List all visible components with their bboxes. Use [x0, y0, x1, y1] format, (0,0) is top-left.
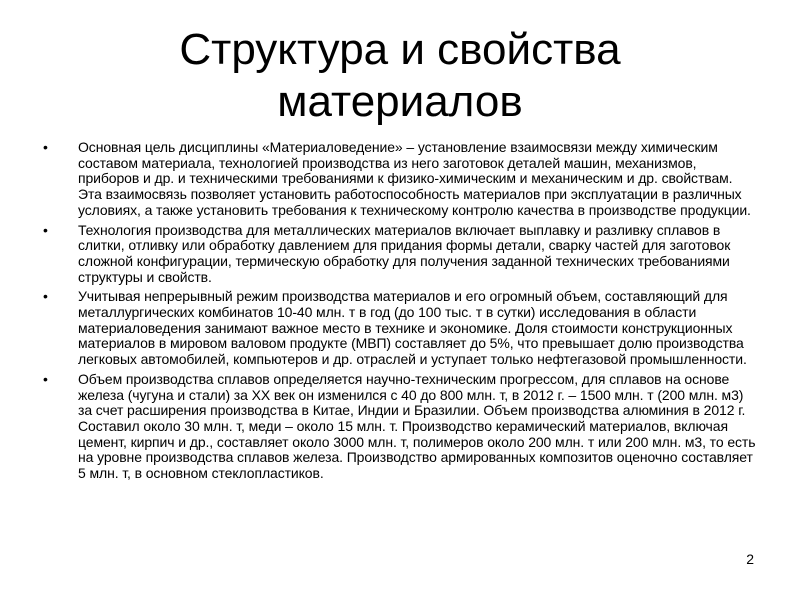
slide-title — [60, 24, 740, 128]
page-number: 2 — [746, 551, 754, 567]
bullet-marker-icon: • — [43, 370, 48, 387]
bullet-list — [40, 140, 760, 486]
bullet-item-4 — [40, 372, 760, 482]
bullet-text-2: Технология производства для металлических материалов включает выплавку и разливку сплавов в слитки, отливку или обработку давлением для придания формы детали, сварку частей для заготовок сложной конфигурации, термическую обработку для получения заданной технических требованиями структуры и свойств. — [78, 221, 731, 285]
slide-title-line-2: материалов — [277, 77, 523, 126]
bullet-item-3 — [40, 289, 760, 368]
bullet-marker-icon: • — [43, 139, 48, 155]
bullet-item-1 — [40, 140, 760, 219]
bullet-text-4: Объем производства сплавов определяется научно-техническим прогрессом, для сплавов на основе железа (чугуна и стали) за XX век он изменился с 40 до 800 млн. т, в 2012 г. – 1500 млн. т (200 млн. м3) за счет расширения производства в Китае, Индии и Бразилии. Объем производства алюминия в 2012 г. Составил около 30 млн. т, меди – около 15 млн. т. Производство керамический материалов, включая цемент, кирпич и др., составляет около 3000 млн. т, полимеров около 200 млн. т или 200 млн. м3, то есть на уровне производства сплавов железа. Производство армированных композитов оценочно составляет 5 млн. т, в основном стеклопластиков. — [78, 370, 756, 482]
bullet-text-3: Учитывая непрерывный режим производства материалов и его огромный объем, составляющий для металлургических комбинатов 10-40 млн. т в год (до 100 тыс. т в сутки) исследования в области материаловедения занимают важное место в технике и экономике. Доля стоимости конструкционных материалов в мировом валовом продукте (МВП) составляет до 5%, что превышает долю производства легковых автомобилей, компьютеров и др. отраслей и уступает только нефтегазовой промышленности. — [78, 288, 747, 368]
bullet-marker-icon: • — [43, 221, 48, 238]
bullet-item-2 — [40, 223, 760, 286]
bullet-text-1: Основная цель дисциплины «Материаловедение» – установление взаимосвязи между химическим составом материала, технологией производства из него заготовок деталей машин, механизмов, приборов и др. и техническими требованиями к физико-химическим и механическим и др. свойствам. Эта взаимосвязь позволяет установить работоспособность материалов при эксплуатации в различных условиях, а также установить требования к техническому контролю качества в производстве продукции. — [78, 139, 751, 218]
slide-title-line-1: Структура и свойства — [179, 25, 621, 74]
bullet-marker-icon: • — [43, 288, 48, 305]
